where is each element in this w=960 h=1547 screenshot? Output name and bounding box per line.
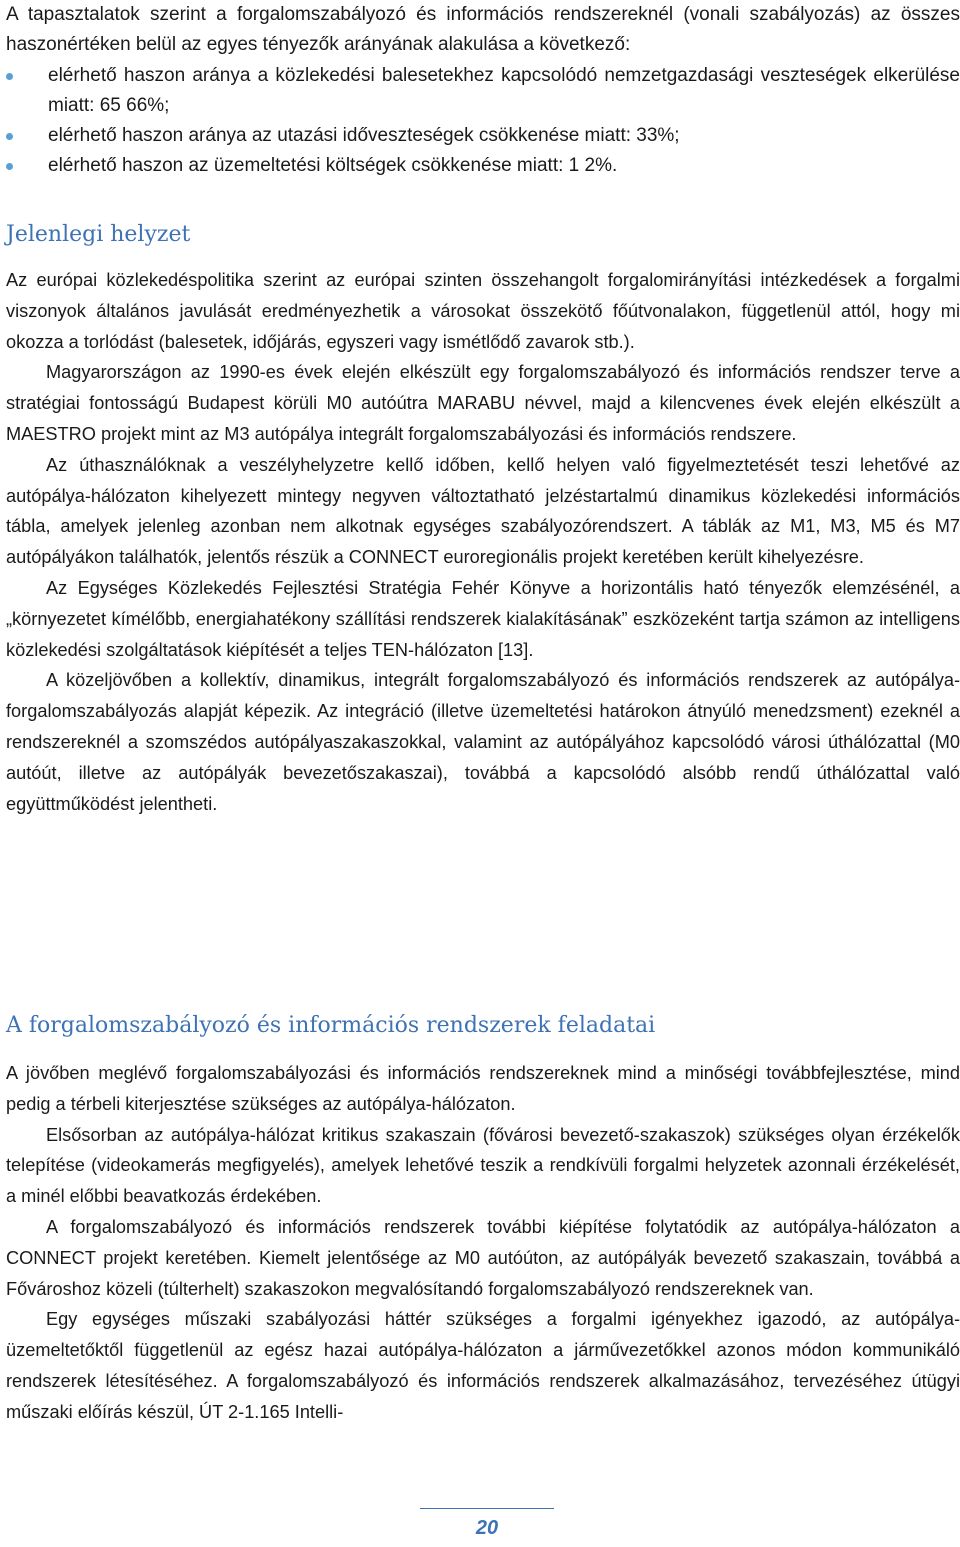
bullet-icon xyxy=(6,133,13,140)
paragraph: A jövőben meglévő forgalomszabályozási és információs rendszereknek mind a minőségi továbbfejlesztése, mind pedig a térbeli kiterjesztése szükséges az autópálya-hálózaton. xyxy=(6,1063,960,1114)
benefit-list xyxy=(6,61,960,182)
list-item xyxy=(6,61,960,122)
section-body-feladatai xyxy=(6,1058,960,1428)
paragraph: Egy egységes műszaki szabályozási háttér szükséges a forgalmi igényekhez igazodó, az autópálya-üzemeltetőktől függetlenül az egész hazai autópálya-hálózaton a járművezetőkkel azonos módon kommunikáló rendszerek létesítéséhez. A forgalomszabályozó és információs rendszerek alkalmazásához, tervezéséhez útügyi műszaki előírás készül, ÚT 2-1.165 Intelli- xyxy=(6,1309,960,1422)
list-item-text: elérhető haszon aránya az utazási időveszteségek csökkenése miatt: 33%; xyxy=(48,125,680,147)
list-item-text: elérhető haszon az üzemeltetési költségek csökkenése miatt: 1 2%. xyxy=(48,155,618,177)
paragraph: Elsősorban az autópálya-hálózat kritikus szakaszain (fővárosi bevezető-szakaszok) szükséges olyan érzékelők telepítése (videokamerás megfigyelés), amelyek lehetővé teszik a rendkívüli forgalmi helyzetek azonnali érzékelését, a minél előbbi beavatkozás érdekében. xyxy=(6,1124,960,1207)
list-item-text: elérhető haszon aránya a közlekedési balesetekhez kapcsolódó nemzetgazdasági veszteségek elkerülése miatt: 65 66%; xyxy=(48,64,960,116)
bullet-icon xyxy=(6,163,13,170)
list-item xyxy=(6,121,960,151)
paragraph: Az úthasználóknak a veszélyhelyzetre kellő időben, kellő helyen való figyelmeztetését teszi lehetővé az autópálya-hálózaton kihelyezett mintegy negyven változtatható jelzéstartalmú dinamikus közlekedési információs tábla, amelyek jelenleg azonban nem alkotnak egységes szabályozórendszert. A táblák az M1, M3, M5 és M7 autópályákon találhatók, jelentős részük a CONNECT euroregionális projekt keretében került kihelyezésre. xyxy=(6,454,960,568)
section-body-jelenlegi-helyzet xyxy=(6,265,960,819)
paragraph: Magyarországon az 1990-es évek elején elkészült egy forgalomszabályozó és információs rendszer terve a stratégiai fontosságú Budapest körüli M0 autóútra MARABU névvel, majd a kilencvenes évek elején elkészült a MAESTRO projekt mint az M3 autópálya integrált forgalomszabályozási és információs rendszere. xyxy=(6,362,960,444)
list-item xyxy=(6,151,960,181)
bullet-icon xyxy=(6,73,13,80)
section-heading-jelenlegi-helyzet: Jelenlegi helyzet xyxy=(6,222,191,247)
document-page xyxy=(6,0,960,1547)
paragraph: Az európai közlekedéspolitika szerint az európai szinten összehangolt forgalomirányítási intézkedések a forgalmi viszonyok általános javulását eredményezhetik a városokat összekötő főútvonalakon, függetlenül attól, hogy mi okozza a torlódást (balesetek, időjárás, egyszeri vagy ismétlődő zavarok stb.). xyxy=(6,270,960,352)
footer-divider xyxy=(420,1508,554,1509)
intro-paragraph: A tapasztalatok szerint a forgalomszabályozó és információs rendszereknél (vonali szabályozás) az összes haszonértéken belül az egyes tényezők arányának alakulása a következő: xyxy=(6,4,960,56)
page-footer xyxy=(420,1508,554,1540)
section-heading-feladatai: A forgalomszabályozó és információs rendszerek feladatai xyxy=(6,1013,656,1038)
paragraph: A forgalomszabályozó és információs rendszerek további kiépítése folytatódik az autópálya-hálózaton a CONNECT projekt keretében. Kiemelt jelentősége az M0 autóúton, az autópályák bevezető szakaszain, továbbá a Fővároshoz közeli (túlterhelt) szakaszokon megvalósítandó forgalomszabályozó rendszereknek van. xyxy=(6,1216,960,1299)
paragraph: A közeljövőben a kollektív, dinamikus, integrált forgalomszabályozó és információs rendszerek az autópálya-forgalomszabályozás alapját képezik. Az integráció (illetve üzemeltetési határokon átnyúló menedzsment) ezeknél a rendszereknél a szomszédos autópályaszakaszokkal, valamint az autópályához kapcsolódó városi úthálózattal (M0 autóút, illetve az autópályák bevezetőszakaszai), továbbá a kapcsolódó alsóbb rendű úthálózattal való együttműködést jelentheti. xyxy=(6,670,960,814)
paragraph: Az Egységes Közlekedés Fejlesztési Stratégia Fehér Könyve a horizontális ható tényezők elemzésénél, a „környezetet kímélőbb, energiahatékony szállítási rendszerek kialakításának” eszközeként tartja számon az intelligens közlekedési szolgáltatások kiépítését a teljes TEN-hálózaton [13]. xyxy=(6,577,960,660)
intro-block xyxy=(6,0,960,182)
page-number: 20 xyxy=(475,1517,499,1539)
